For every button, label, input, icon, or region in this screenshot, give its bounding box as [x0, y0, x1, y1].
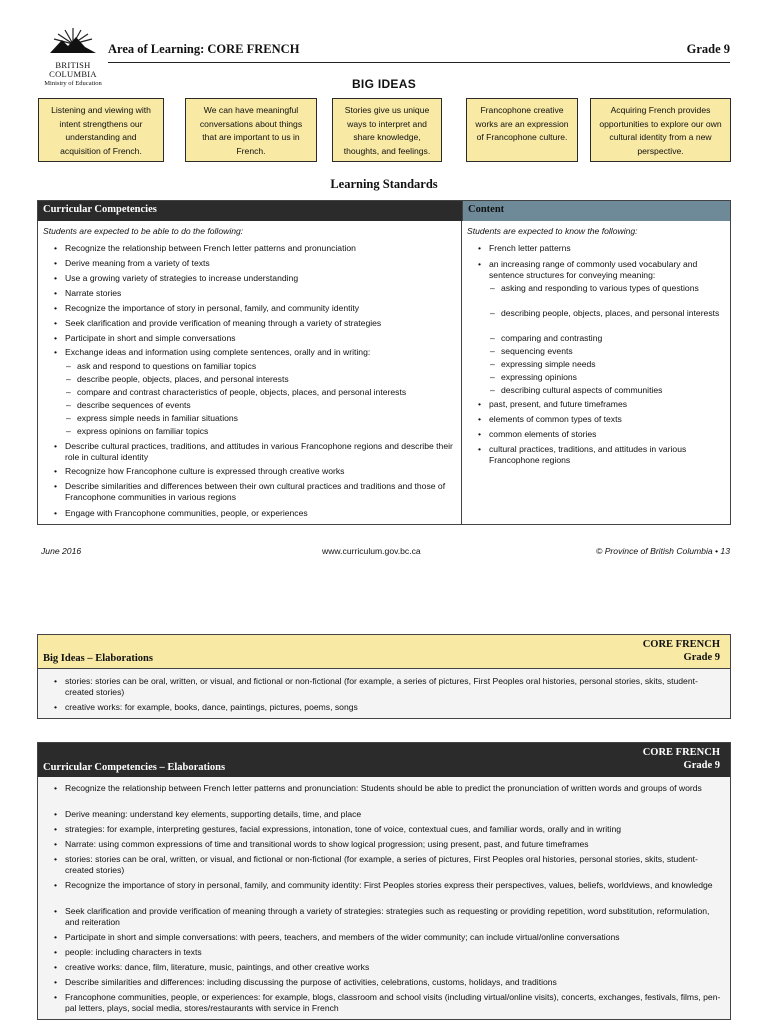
competency-subitem: – express opinions on familiar topics: [66, 426, 209, 436]
sun-mountain-emblem-icon: [48, 26, 98, 54]
competencies-intro: Students are expected to be able to do the following:: [43, 226, 244, 236]
competency-item: • Describe similarities and differences between their own cultural practices and traditions and those of Francophone communities in various regions: [54, 481, 446, 502]
elaboration-item: • Derive meaning: understand key elements, supporting details, time, and place: [54, 809, 362, 819]
learning-standards-table: [37, 200, 731, 525]
competency-item: • Exchange ideas and information using complete sentences, orally and in writing:: [54, 347, 371, 357]
elaboration-item: • stories: stories can be oral, written, or visual, and fictional or non-fictional (for example, a series of pictures, First Peoples oral histories, personal stories, skits, student-created stories): [54, 854, 698, 875]
elaboration-item: • Francophone communities, people, or experiences: for example, blogs, classroom and school visits (including virtual/online visits), concerts, exchanges, festivals, films, pen-pal letters, plays, social media, stores/restaurants with service in French: [54, 992, 721, 1013]
competency-subitem: – describe sequences of events: [66, 400, 191, 410]
content-subitem: – comparing and contrasting: [490, 333, 603, 343]
big-idea-box: Stories give us unique ways to interpret and share knowledge, thoughts, and feelings.: [332, 98, 442, 162]
elaborations-grade: Grade 9: [683, 651, 720, 663]
elaborations-subject-grade: [643, 747, 720, 772]
elaboration-item: • Recognize the relationship between French letter patterns and pronunciation: Students should be able to predict the pronunciation of written words and groups of words: [54, 783, 702, 793]
content-header: Content: [462, 201, 730, 221]
competencies-elaborations-header: [38, 743, 730, 777]
bc-logo: [38, 26, 108, 87]
big-ideas-title: BIG IDEAS: [351, 77, 417, 91]
competency-item: • Describe cultural practices, traditions, and attitudes in various Francophone regions and describe their role in cultural identity: [54, 441, 453, 462]
elaboration-item: • creative works: dance, film, literature, music, paintings, and other creative works: [54, 962, 370, 972]
elaboration-item: • stories: stories can be oral, written, or visual, and fictional or non-fictional (for example, a series of pictures, First Peoples oral histories, personal stories, skits, student-created stories): [54, 676, 698, 697]
ministry-name: Ministry of Education: [44, 80, 102, 87]
elaboration-item: • people: including characters in texts: [54, 947, 202, 957]
content-subitem: – expressing simple needs: [490, 359, 596, 369]
column-divider: [461, 221, 462, 524]
content-item: • cultural practices, traditions, and attitudes in various Francophone regions: [478, 444, 687, 465]
competency-item: • Engage with Francophone communities, people, or experiences: [54, 508, 308, 518]
learning-standards-title: Learning Standards: [330, 177, 438, 191]
elaboration-item: • Participate in short and simple conversations: with peers, teachers, and members of the wider community; can include virtual/online conversations: [54, 932, 620, 942]
org-name-line2: COLUMBIA: [49, 69, 97, 79]
elaboration-item: • Recognize the importance of story in personal, family, and community identity: First Peoples stories express their perspectives, values, beliefs, worldviews, and knowledge: [54, 880, 713, 890]
elaboration-item: • Describe similarities and differences: including discussing the purpose of activities, celebrations, customs, holidays, and traditions: [54, 977, 557, 987]
content-item: • common elements of stories: [478, 429, 597, 439]
competency-subitem: – describe people, objects, places, and personal interests: [66, 374, 289, 384]
competency-item: • Narrate stories: [54, 288, 122, 298]
curricular-competencies-header: Curricular Competencies: [38, 201, 462, 221]
elaborations-grade: Grade 9: [683, 759, 720, 771]
big-idea-box: Acquiring French provides opportunities to explore our own cultural identity from a new perspective.: [590, 98, 731, 162]
big-ideas-elaborations-header: [38, 635, 730, 669]
elaborations-subject-grade: [643, 639, 720, 664]
content-subitem: – asking and responding to various types of questions: [490, 283, 699, 293]
content-subitem: – expressing opinions: [490, 372, 577, 382]
competency-item: • Participate in short and simple conversations: [54, 333, 236, 343]
footer-date: June 2016: [41, 546, 82, 556]
content-item: • an increasing range of commonly used vocabulary and sentence structures for conveying meaning:: [478, 259, 698, 280]
competencies-elaborations-box: [37, 742, 731, 1020]
competency-item: • Use a growing variety of strategies to increase understanding: [54, 273, 299, 283]
org-name-line1: BRITISH: [55, 60, 91, 70]
elaborations-subject: CORE FRENCH: [642, 747, 720, 758]
footer-url[interactable]: www.curriculum.gov.bc.ca: [322, 546, 421, 556]
content-item: • past, present, and future timeframes: [478, 399, 628, 409]
content-subitem: – describing people, objects, places, and personal interests: [490, 308, 720, 318]
content-item: • French letter patterns: [478, 243, 571, 253]
competency-item: • Seek clarification and provide verification of meaning through a variety of strategies: [54, 318, 382, 328]
area-of-learning-title: Area of Learning: CORE FRENCH: [108, 42, 300, 56]
header-divider: [108, 62, 730, 63]
content-item: • elements of common types of texts: [478, 414, 622, 424]
competency-subitem: – express simple needs in familiar situations: [66, 413, 238, 423]
elaboration-item: • strategies: for example, interpreting gestures, facial expressions, intonation, tone of voice, contextual cues, and familiar words, orally and in writing: [54, 824, 622, 834]
competency-item: • Recognize the relationship between French letter patterns and pronunciation: [54, 243, 356, 253]
content-intro: Students are expected to know the following:: [467, 226, 638, 236]
competency-item: • Derive meaning from a variety of texts: [54, 258, 210, 268]
competency-subitem: – ask and respond to questions on familiar topics: [66, 361, 257, 371]
content-subitem: – sequencing events: [490, 346, 573, 356]
content-subitem: – describing cultural aspects of communities: [490, 385, 663, 395]
elaboration-item: • Narrate: using common expressions of time and transitional words to show logical progression; using present, past, and future timeframes: [54, 839, 589, 849]
footer-copyright: © Province of British Columbia • 13: [595, 546, 730, 556]
competency-item: • Recognize how Francophone culture is expressed through creative works: [54, 466, 345, 476]
elaboration-item: • creative works: for example, books, dance, paintings, pictures, poems, songs: [54, 702, 358, 712]
big-idea-box: We can have meaningful conversations about things that are important to us in French.: [185, 98, 317, 162]
grade-label: Grade 9: [686, 42, 730, 56]
competency-item: • Recognize the importance of story in personal, family, and community identity: [54, 303, 360, 313]
elaborations-subject: CORE FRENCH: [642, 639, 720, 650]
big-idea-box: Francophone creative works are an expression of Francophone culture.: [466, 98, 578, 162]
elaborations-title: Curricular Competencies – Elaborations: [43, 762, 226, 773]
elaborations-title: Big Ideas – Elaborations: [43, 653, 153, 664]
big-idea-box: Listening and viewing with intent strengthens our understanding and acquisition of French.: [38, 98, 164, 162]
elaboration-item: • Seek clarification and provide verification of meaning through a variety of strategies: strategies such as requesting or providing repetition, word substitution, reformulation, and reiteration: [54, 906, 710, 927]
competency-subitem: – compare and contrast characteristics of people, objects, places, and personal interests: [66, 387, 407, 397]
big-ideas-elaborations-box: [37, 634, 731, 719]
